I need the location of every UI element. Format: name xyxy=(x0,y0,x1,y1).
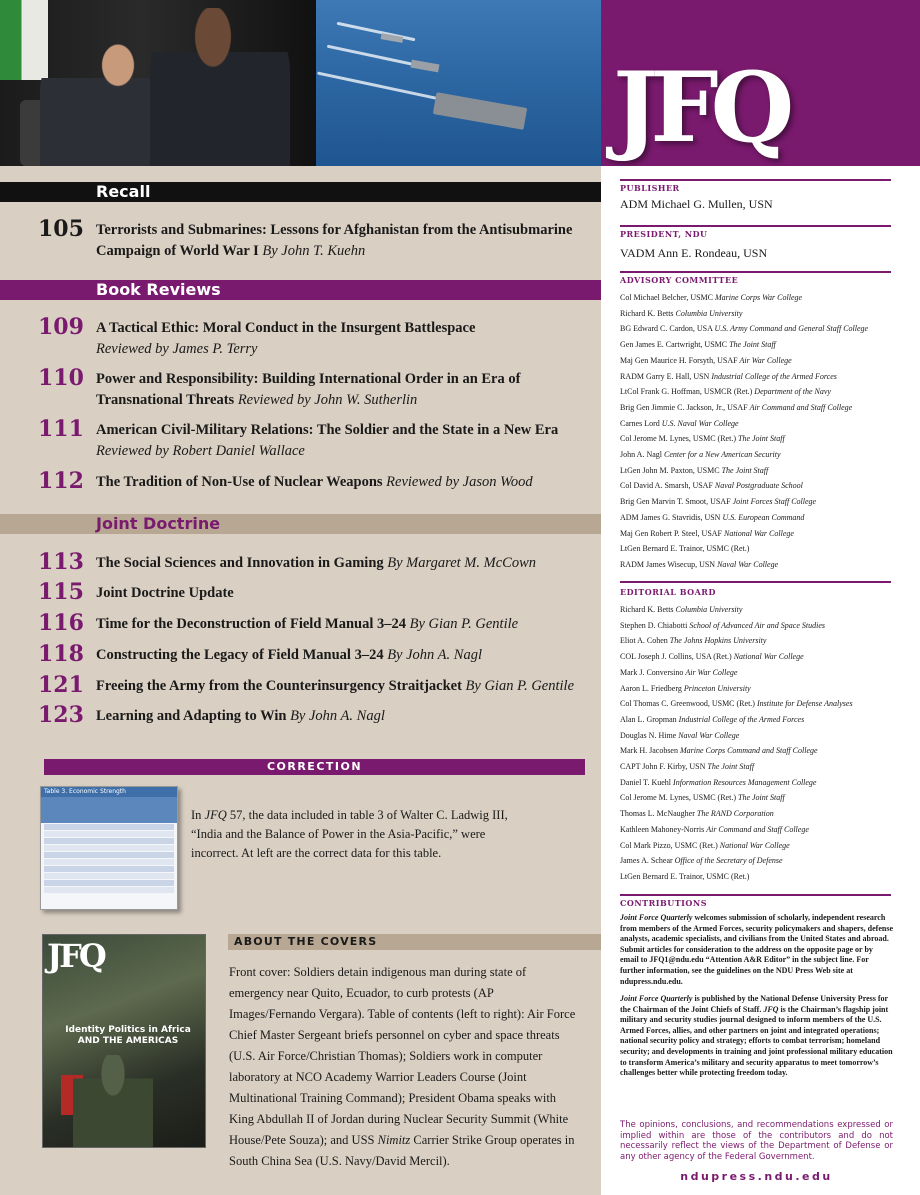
member-entry xyxy=(620,510,910,526)
member-entry xyxy=(620,743,910,759)
section-title: Joint Doctrine xyxy=(96,514,221,533)
member-entry xyxy=(620,557,910,573)
member-name: Gen James E. Cartwright, USMC xyxy=(620,340,728,350)
member-name: Mark H. Jacobsen xyxy=(620,746,678,756)
member-affiliation: Office of the Secretary of Defense xyxy=(674,856,783,866)
member-affiliation: U.S. Naval War College xyxy=(661,418,739,428)
table-of-contents xyxy=(0,166,601,1195)
page-number: 110 xyxy=(38,365,84,391)
member-name: Richard K. Betts xyxy=(620,605,674,614)
member-name: Eliot A. Cohen xyxy=(620,636,668,646)
member-entry xyxy=(620,478,910,494)
page-number: 105 xyxy=(38,216,84,242)
flag xyxy=(0,0,48,80)
president-name: VADM Ann E. Rondeau, USN xyxy=(620,246,768,260)
member-entry xyxy=(620,853,910,869)
editorial-board-list xyxy=(620,602,910,885)
member-entry xyxy=(620,806,910,822)
member-entry xyxy=(620,384,910,400)
article-title: Power and Responsibility: Building International Order in an Era of Transnational Threats Reviewed by John W. Sutherlin xyxy=(96,371,521,408)
cover-logo: JFQ xyxy=(47,937,104,975)
member-entry xyxy=(620,696,910,712)
member-affiliation: Columbia University xyxy=(675,605,743,614)
member-affiliation: National War College xyxy=(719,840,790,850)
member-name: Col Mark Pizzo, USMC (Ret.) xyxy=(620,840,718,850)
member-entry xyxy=(620,353,910,369)
ship-wake xyxy=(317,72,445,102)
member-entry xyxy=(620,306,910,322)
contributions-paragraph: Joint Force Quarterly welcomes submission of scholarly, independent research from members of the Armed Forces, security policymakers and shapers, defense analysts, academic specialists, and civilians from the United States and abroad. Submit articles for consideration to the address on the opposite page or by email to JFQ1@ndu.edu “Attention A&R Editor” in the subject line. For further information, see the guidelines on the NDU Press Web site at ndupress.ndu.edu. xyxy=(620,913,893,986)
article-title: Terrorists and Submarines: Lessons for Afghanistan from the Antisubmarine Campaign of World War I By John T. Kuehn xyxy=(96,222,573,259)
member-name: LtGen Bernard E. Trainor, USMC (Ret.) xyxy=(620,871,750,881)
member-affiliation: U.S. Army Command and General Staff College xyxy=(714,324,869,334)
correction-text: In JFQ 57, the data included in table 3 of Walter C. Ladwig III, “India and the Balance of Power in the Asia-Pacific,” were incorrect. At left are the correct data for this table. xyxy=(191,808,508,860)
correction-heading: CORRECTION xyxy=(44,759,585,775)
member-affiliation: Industrial College of the Armed Forces xyxy=(678,714,805,724)
contributions-heading: CONTRIBUTIONS xyxy=(620,898,707,908)
divider xyxy=(620,225,891,227)
member-affiliation: Joint Forces Staff College xyxy=(732,497,817,507)
member-name: LtGen John M. Paxton, USMC xyxy=(620,465,720,475)
article-title: Freeing the Army from the Counterinsurgency Straitjacket By Gian P. Gentile xyxy=(96,678,575,694)
article-title: The Social Sciences and Innovation in Gaming By Margaret M. McCown xyxy=(96,555,536,571)
section-joint-doctrine xyxy=(0,514,601,534)
advisory-heading: ADVISORY COMMITTEE xyxy=(620,275,739,285)
member-affiliation: The Joint Staff xyxy=(729,340,776,350)
article-title: A Tactical Ethic: Moral Conduct in the Insurgent Battlespace Reviewed by James P. Terry xyxy=(96,320,476,357)
section-recall xyxy=(0,182,601,202)
member-name: CAPT John F. Kirby, USN xyxy=(620,762,706,772)
publication-paragraph: Joint Force Quarterly is published by the National Defense University Press for the Chairman of the Joint Chiefs of Staff. JFQ is the Chairman’s flagship joint military and security studies journal designed to inform members of the U.S. Armed Forces, allies, and other partners on joint and integrated operations; national security policy and strategy; efforts to combat terrorism; homeland security; and developments in training and joint professional military education to transform America’s military and security apparatus to meet tomorrow’s challenges better while protecting freedom today. xyxy=(620,994,893,1078)
member-name: LtGen Bernard E. Trainor, USMC (Ret.) xyxy=(620,544,750,554)
article-title: Time for the Deconstruction of Field Manual 3–24 By Gian P. Gentile xyxy=(96,616,519,632)
cover-headline: Identity Politics in Africa AND THE AMERICAS xyxy=(65,1025,191,1046)
member-entry xyxy=(620,337,910,353)
page-number: 113 xyxy=(38,549,84,575)
member-affiliation: Air Command and Staff College xyxy=(749,402,853,412)
member-affiliation: Marine Corps War College xyxy=(715,293,803,302)
member-entry xyxy=(620,649,910,665)
member-name: RADM James Wisecup, USN xyxy=(620,559,716,569)
member-affiliation: National War College xyxy=(733,652,804,662)
member-name: Maj Gen Maurice H. Forsyth, USAF xyxy=(620,355,738,365)
member-name: Mark J. Conversino xyxy=(620,667,684,677)
member-entry xyxy=(620,790,910,806)
member-entry xyxy=(620,618,910,634)
photo-carrier-strike-group xyxy=(316,0,601,166)
member-affiliation: Information Resources Management College xyxy=(673,777,817,787)
member-name: Kathleen Mahoney-Norris xyxy=(620,824,705,834)
member-entry xyxy=(620,321,910,337)
member-entry xyxy=(620,602,910,618)
member-entry xyxy=(620,369,910,385)
member-entry xyxy=(620,447,910,463)
member-entry xyxy=(620,290,910,306)
member-affiliation: Naval War College xyxy=(717,559,779,569)
editorial-heading: EDITORIAL BOARD xyxy=(620,587,716,597)
member-name: Daniel T. Kuehl xyxy=(620,777,672,787)
person-right xyxy=(150,8,290,166)
member-name: John A. Nagl xyxy=(620,450,662,460)
aircraft-carrier xyxy=(433,92,527,130)
section-title: Book Reviews xyxy=(96,280,221,299)
table-image-header xyxy=(41,797,177,823)
president-heading: PRESIDENT, NDU xyxy=(620,229,708,239)
section-title: Recall xyxy=(96,182,151,201)
member-affiliation: Air War College xyxy=(739,355,792,365)
member-entry xyxy=(620,665,910,681)
member-affiliation: The Joint Staff xyxy=(738,793,785,803)
ship-wake xyxy=(337,22,416,42)
member-entry xyxy=(620,869,910,885)
member-name: Maj Gen Robert P. Steel, USAF xyxy=(620,528,722,538)
divider xyxy=(620,271,891,273)
member-affiliation: Air War College xyxy=(685,667,738,677)
member-affiliation: Institute for Defense Analyses xyxy=(756,699,853,709)
photo-leaders-meeting xyxy=(0,0,316,166)
disclaimer: The opinions, conclusions, and recommendations expressed or implied within are those of the contributors and do not necessarily reflect the views of the Department of Defense or any other agency of the Federal Government. xyxy=(620,1120,893,1162)
member-affiliation: School of Advanced Air and Space Studies xyxy=(689,620,826,630)
member-name: Col Jerome M. Lynes, USMC (Ret.) xyxy=(620,793,736,803)
member-entry xyxy=(620,633,910,649)
member-name: Alan L. Gropman xyxy=(620,714,677,724)
article-title: Constructing the Legacy of Field Manual 3–24 By John A. Nagl xyxy=(96,647,482,663)
member-affiliation: Columbia University xyxy=(675,308,743,318)
article-title: The Tradition of Non-Use of Nuclear Weapons Reviewed by Jason Wood xyxy=(96,474,533,490)
article-title: American Civil-Military Relations: The Soldier and the State in a New Era Reviewed by Robert Daniel Wallace xyxy=(96,422,559,459)
member-name: Col Thomas C. Greenwood, USMC (Ret.) xyxy=(620,699,755,709)
section-book-reviews xyxy=(0,280,601,300)
member-name: Col Jerome M. Lynes, USMC (Ret.) xyxy=(620,434,736,444)
member-affiliation: Air Command and Staff College xyxy=(706,824,809,834)
member-affiliation: Princeton University xyxy=(683,683,751,693)
page-number: 116 xyxy=(38,610,84,636)
member-entry xyxy=(620,526,910,542)
member-entry xyxy=(620,712,910,728)
about-covers-heading: ABOUT THE COVERS xyxy=(228,934,601,950)
table-image-title: Table 3. Economic Strength xyxy=(41,787,177,797)
member-name: Col Michael Belcher, USMC xyxy=(620,293,713,302)
member-affiliation: Marine Corps Command and Staff College xyxy=(679,746,818,756)
masthead-column xyxy=(601,166,920,1195)
website-link[interactable]: ndupress.ndu.edu xyxy=(680,1170,833,1183)
page-number: 112 xyxy=(38,468,84,494)
page-number: 121 xyxy=(38,672,84,698)
member-entry xyxy=(620,494,910,510)
member-name: Brig Gen Jimmie C. Jackson, Jr., USAF xyxy=(620,402,748,412)
member-name: BG Edward C. Cardon, USA xyxy=(620,324,713,334)
divider xyxy=(620,894,891,896)
member-name: RADM Garry E. Hall, USN xyxy=(620,371,710,381)
member-affiliation: Department of the Navy xyxy=(754,387,831,397)
member-name: Stephen D. Chiabotti xyxy=(620,620,688,630)
member-name: LtCol Frank G. Hoffman, USMCR (Ret.) xyxy=(620,387,753,397)
page-number: 123 xyxy=(38,702,84,728)
member-entry xyxy=(620,541,910,557)
divider xyxy=(620,179,891,181)
member-entry xyxy=(620,728,910,744)
advisory-committee-list xyxy=(620,290,910,573)
member-name: Aaron L. Friedberg xyxy=(620,683,682,693)
member-name: Douglas N. Hime xyxy=(620,730,677,740)
divider xyxy=(620,581,891,583)
member-name: Col David A. Smarsh, USAF xyxy=(620,481,713,491)
front-cover-image xyxy=(42,934,206,1148)
masthead-panel xyxy=(601,0,920,166)
page-number: 109 xyxy=(38,314,84,340)
page-number: 115 xyxy=(38,579,84,605)
member-name: Richard K. Betts xyxy=(620,308,674,318)
member-name: James A. Schear xyxy=(620,856,673,866)
member-entry xyxy=(620,400,910,416)
member-entry xyxy=(620,775,910,791)
member-entry xyxy=(620,759,910,775)
member-affiliation: Industrial College of the Armed Forces xyxy=(711,371,837,381)
member-affiliation: The Joint Staff xyxy=(738,434,785,444)
member-affiliation: The Joint Staff xyxy=(721,465,769,475)
member-affiliation: Center for a New American Security xyxy=(664,450,781,460)
member-entry xyxy=(620,463,910,479)
article-title: Joint Doctrine Update xyxy=(96,585,234,601)
member-name: Thomas L. McNaugher xyxy=(620,809,695,819)
member-entry xyxy=(620,838,910,854)
article-title: Learning and Adapting to Win By John A. Nagl xyxy=(96,708,385,724)
publisher-name: ADM Michael G. Mullen, USN xyxy=(620,197,773,211)
ship xyxy=(411,60,440,73)
member-affiliation: The RAND Corporation xyxy=(696,809,774,819)
cover-soldier-figure xyxy=(73,1055,153,1148)
member-entry xyxy=(620,681,910,697)
page-number: 118 xyxy=(38,641,84,667)
member-name: Carnes Lord xyxy=(620,418,660,428)
member-name: Brig Gen Marvin T. Smoot, USAF xyxy=(620,497,731,507)
member-affiliation: National War College xyxy=(724,528,794,538)
economic-strength-table-image xyxy=(40,786,178,910)
jfq-logo: JFQ xyxy=(613,51,787,164)
member-affiliation: U.S. European Command xyxy=(722,512,805,522)
member-name: ADM James G. Stavridis, USN xyxy=(620,512,721,522)
member-affiliation: Naval Postgraduate School xyxy=(714,481,803,491)
page-number: 111 xyxy=(38,416,84,442)
about-covers-text: Front cover: Soldiers detain indigenous man during state of emergency near Quito, Ecuador, to curb protests (AP Images/Fernando Vergara). Table of contents (left to right): Air Force Chief Master Sergeant briefs personnel on cyber and space threats (U.S. Air Force/Christian Thomas); Soldiers work in computer laboratory at NCO Academy Warrior Leaders Course (Joint Multinational Training Command); President Obama speaks with King Abdullah II of Jordan during Nuclear Security Summit (White House/Pete Souza); and USS Nimitz Carrier Strike Group operates in South China Sea (U.S. Navy/David Mercil). xyxy=(229,965,576,1168)
member-name: COL Joseph J. Collins, USA (Ret.) xyxy=(620,652,732,662)
member-entry xyxy=(620,431,910,447)
member-affiliation: The Johns Hopkins University xyxy=(669,636,767,646)
member-entry xyxy=(620,416,910,432)
member-affiliation: Naval War College xyxy=(678,730,740,740)
publisher-heading: PUBLISHER xyxy=(620,183,680,193)
member-entry xyxy=(620,822,910,838)
member-affiliation: The Joint Staff xyxy=(707,762,755,772)
